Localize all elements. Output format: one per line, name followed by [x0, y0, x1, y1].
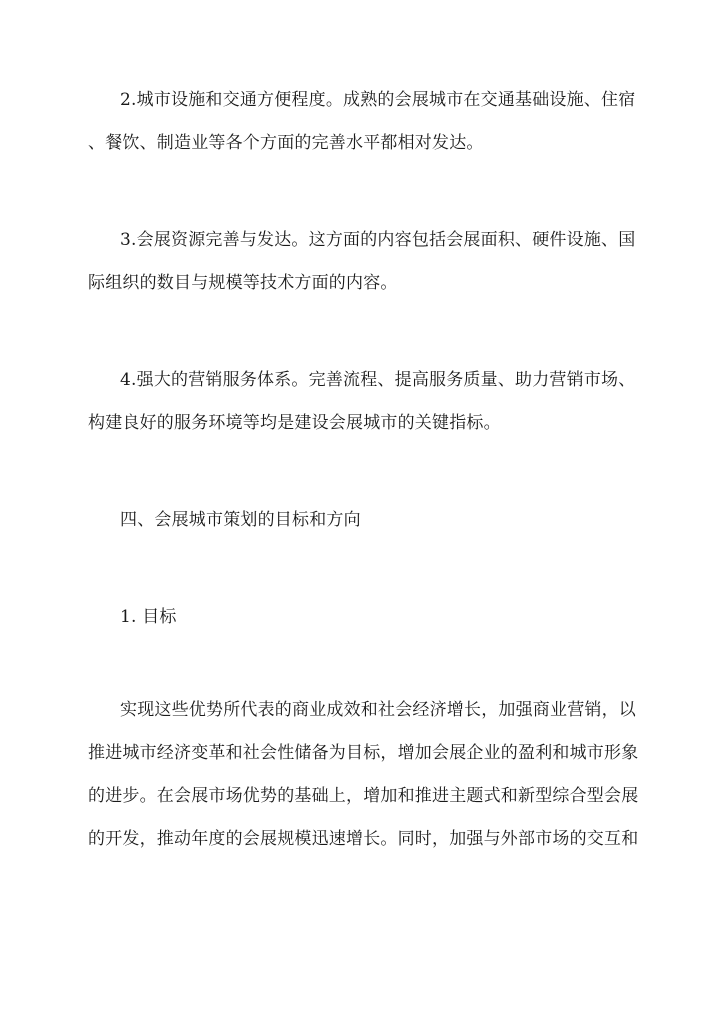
subheading: 1. 目标 [120, 607, 177, 627]
paragraph-line: 构建良好的服务环境等均是建设会展城市的关键指标。 [88, 413, 501, 433]
paragraph-line: 的开发，推动年度的会展规模迅速增长。同时，加强与外部市场的交互和 [88, 829, 639, 849]
paragraph-line: 际组织的数目与规模等技术方面的内容。 [88, 273, 398, 293]
paragraph-line: 推进城市经济变革和社会性储备为目标，增加会展企业的盈利和城市形象 [88, 743, 639, 763]
paragraph-line: 的进步。在会展市场优势的基础上，增加和推进主题式和新型综合型会展 [88, 786, 639, 806]
paragraph-line: 2.城市设施和交通方便程度。成熟的会展城市在交通基础设施、住宿 [120, 90, 636, 110]
paragraph-line: 实现这些优势所代表的商业成效和社会经济增长，加强商业营销，以 [120, 700, 636, 720]
paragraph-line: 4.强大的营销服务体系。完善流程、提高服务质量、助力营销市场、 [120, 370, 636, 390]
paragraph-line: 、餐饮、制造业等各个方面的完善水平都相对发达。 [88, 133, 484, 153]
section-heading: 四、会展城市策划的目标和方向 [120, 510, 361, 530]
paragraph-line: 3.会展资源完善与发达。这方面的内容包括会展面积、硬件设施、国 [120, 230, 636, 250]
